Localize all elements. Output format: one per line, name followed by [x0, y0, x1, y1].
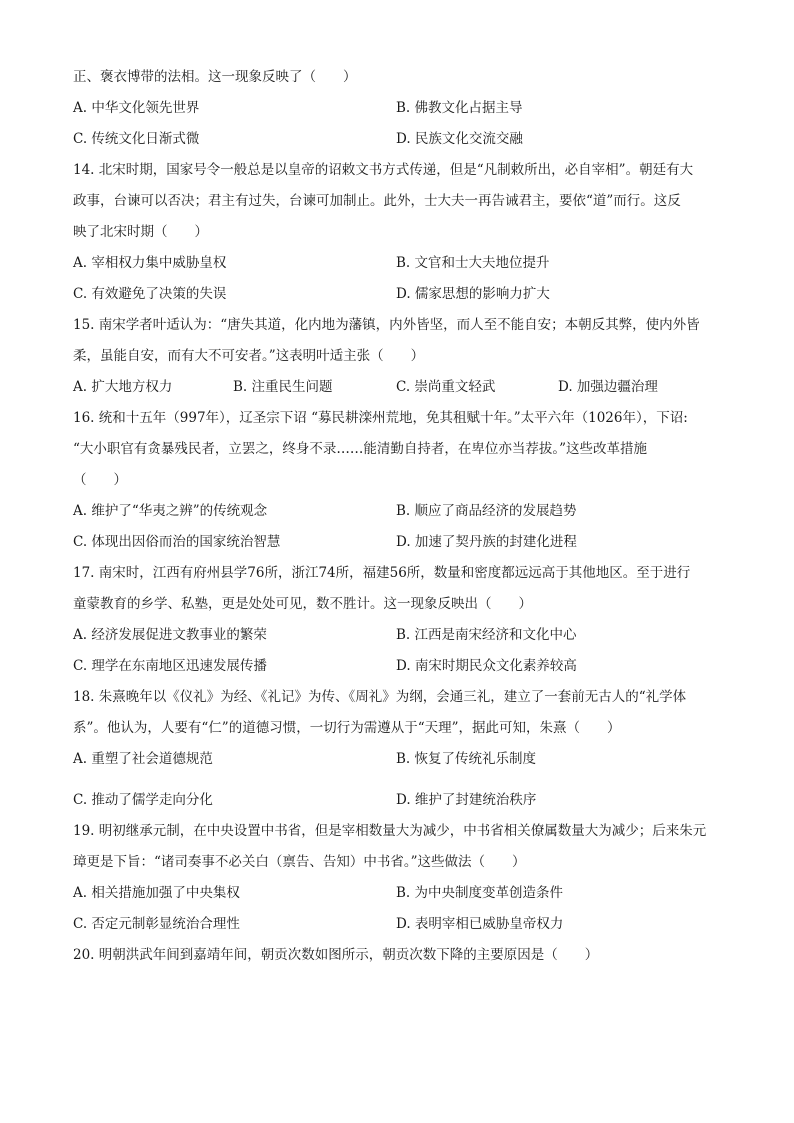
question-15-stem-line-1: 15. 南宋学者叶适认为：“唐失其道，化内地为藩镇，内外皆坚，而人至不能自安；本朝反其弊，使内外皆 — [73, 317, 700, 333]
question-17-options-row-2 — [73, 651, 729, 682]
question-19-stem-line-1: 19. 明初继承元制，在中央设置中书省，但是宰相数量大为减少，中书省相关僚属数量大为减少；后来朱元 — [73, 823, 707, 839]
q15-option-a[interactable]: A. 扩大地方权力 — [73, 379, 173, 395]
q17-option-d[interactable]: D. 南宋时期民众文化素养较高 — [396, 658, 577, 674]
question-13-options-row-1 — [73, 93, 729, 124]
spacer — [73, 775, 729, 785]
question-13-options-row-2 — [73, 124, 729, 155]
q16-option-b[interactable]: B. 顺应了商品经济的发展趋势 — [396, 503, 577, 519]
question-19-options-row-1 — [73, 878, 729, 909]
question-16-stem-line-3: （ ） — [73, 472, 127, 488]
q14-option-d[interactable]: D. 儒家思想的影响力扩大 — [396, 286, 550, 302]
exam-content — [73, 62, 729, 971]
q18-option-d[interactable]: D. 维护了封建统治秩序 — [396, 792, 537, 808]
question-14-stem-line-3: 映了北宋时期（ ） — [73, 224, 208, 240]
question-14-options-row-1 — [73, 248, 729, 279]
question-18-stem-line-2: 系”。他认为，人要有“仁”的道德习惯，一切行为需遵从于“天理”，据此可知，朱熹（ ） — [73, 720, 621, 736]
question-17-stem-line-2: 童蒙教育的乡学、私塾，更是处处可见，数不胜计。这一现象反映出（ ） — [73, 596, 532, 612]
question-19-options-row-2 — [73, 909, 729, 940]
question-13-stem-tail: 正、褒衣博带的法相。这一现象反映了（ ） — [73, 69, 357, 85]
question-18-stem-line-1: 18. 朱熹晚年以《仪礼》为经、《礼记》为传、《周礼》为纲，会通三礼，建立了一套前无古人的“礼学体 — [73, 689, 687, 705]
question-15-options-row — [73, 372, 729, 403]
q19-option-c[interactable]: C. 否定元制彰显统治合理性 — [73, 916, 240, 932]
question-14-options-row-2 — [73, 279, 729, 310]
q13-option-c[interactable]: C. 传统文化日渐式微 — [73, 131, 200, 147]
q16-option-c[interactable]: C. 体现出因俗而治的国家统治智慧 — [73, 534, 281, 550]
q13-option-b[interactable]: B. 佛教文化占据主导 — [396, 100, 523, 116]
question-15-stem-line-2: 柔，虽能自安，而有大不可安者。”这表明叶适主张（ ） — [73, 348, 425, 364]
q15-option-d[interactable]: D. 加强边疆治理 — [558, 379, 658, 395]
question-16-options-row-2 — [73, 527, 729, 558]
question-17-options-row-1 — [73, 620, 729, 651]
q14-option-a[interactable]: A. 宰相权力集中威胁皇权 — [73, 255, 227, 271]
q18-option-b[interactable]: B. 恢复了传统礼乐制度 — [396, 751, 537, 767]
q14-option-b[interactable]: B. 文官和士大夫地位提升 — [396, 255, 550, 271]
question-14-stem-line-2: 政事，台谏可以否决；君主有过失，台谏可加制止。此外，士大夫一再告诫君主，要依“道”而行。这反 — [73, 193, 681, 209]
question-19-stem-line-2: 璋更是下旨：“诸司奏事不必关白（禀告、告知）中书省。”这些做法（ ） — [73, 854, 526, 870]
q17-option-c[interactable]: C. 理学在东南地区迅速发展传播 — [73, 658, 267, 674]
question-18-options-row-2 — [73, 785, 729, 816]
q15-option-b[interactable]: B. 注重民生问题 — [233, 379, 333, 395]
q18-option-a[interactable]: A. 重塑了社会道德规范 — [73, 751, 213, 767]
question-17-stem-line-1: 17. 南宋时，江西有府州县学76所，浙江74所，福建56所，数量和密度都远远高于其他地区。至于进行 — [73, 565, 691, 581]
q17-option-a[interactable]: A. 经济发展促进文教事业的繁荣 — [73, 627, 267, 643]
q18-option-c[interactable]: C. 推动了儒学走向分化 — [73, 792, 213, 808]
question-20-stem-line-1: 20. 明朝洪武年间到嘉靖年间，朝贡次数如图所示，朝贡次数下降的主要原因是（ ） — [73, 947, 599, 963]
q16-option-a[interactable]: A. 维护了“华夷之辨”的传统观念 — [73, 503, 268, 519]
question-16-stem-line-2: “大小职官有贪暴残民者，立罢之，终身不录……能清勤自持者，在卑位亦当荐拔。”这些改革措施 — [73, 441, 648, 457]
question-14-stem-line-1: 14. 北宋时期，国家号令一般总是以皇帝的诏敕文书方式传递，但是“凡制敕所出，必自宰相”。朝廷有大 — [73, 162, 694, 178]
q19-option-d[interactable]: D. 表明宰相已威胁皇帝权力 — [396, 916, 564, 932]
q13-option-a[interactable]: A. 中华文化领先世界 — [73, 100, 200, 116]
q19-option-a[interactable]: A. 相关措施加强了中央集权 — [73, 885, 240, 901]
question-16-options-row-1 — [73, 496, 729, 527]
q14-option-c[interactable]: C. 有效避免了决策的失误 — [73, 286, 227, 302]
q16-option-d[interactable]: D. 加速了契丹族的封建化进程 — [396, 534, 577, 550]
q17-option-b[interactable]: B. 江西是南宋经济和文化中心 — [396, 627, 577, 643]
question-18-options-row-1 — [73, 744, 729, 775]
q13-option-d[interactable]: D. 民族文化交流交融 — [396, 131, 523, 147]
question-16-stem-line-1: 16. 统和十五年（997年），辽圣宗下诏 “募民耕滦州荒地，免其租赋十年。”太平六年（1026年），下诏: — [73, 410, 688, 426]
q15-option-c[interactable]: C. 崇尚重文轻武 — [396, 379, 496, 395]
q19-option-b[interactable]: B. 为中央制度变革创造条件 — [396, 885, 564, 901]
